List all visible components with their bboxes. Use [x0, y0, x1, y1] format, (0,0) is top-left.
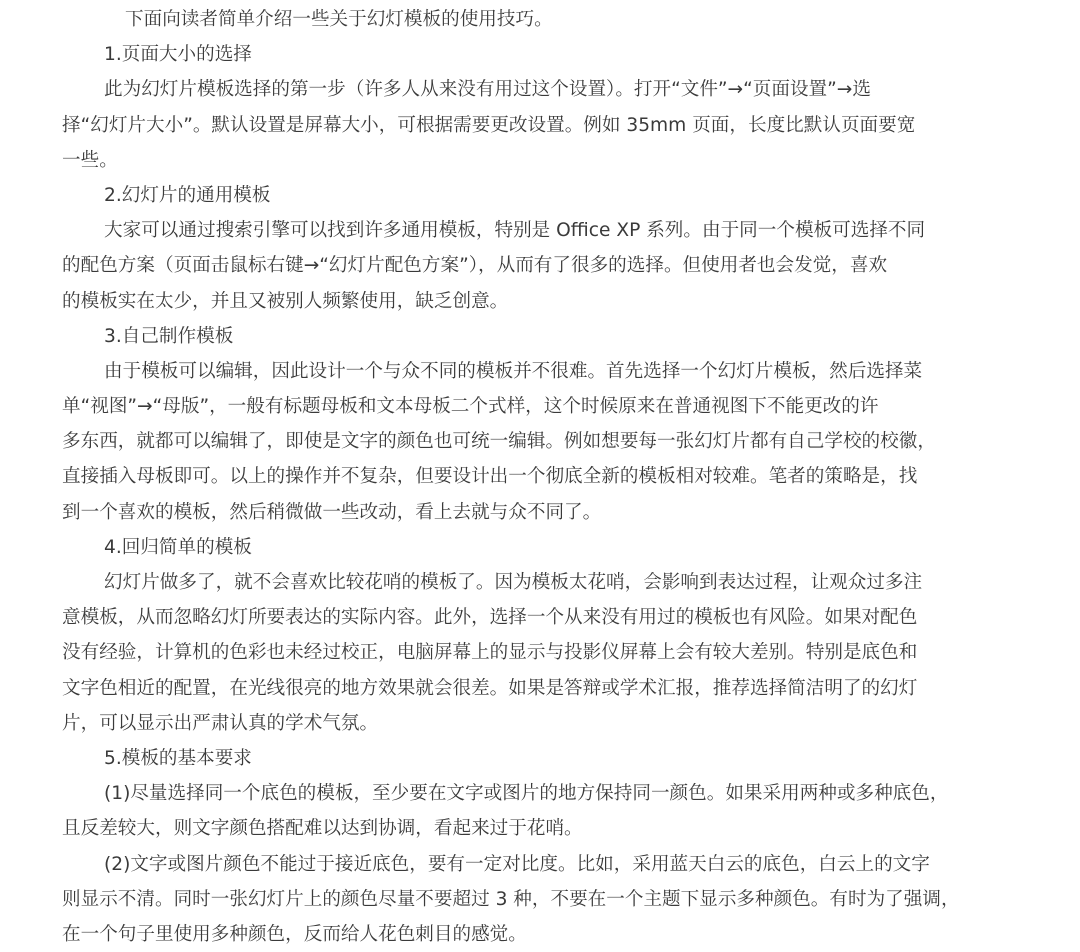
paragraph	[62, 72, 1012, 178]
paragraph-line: 意模板，从而忽略幻灯所要表达的实际内容。此外，选择一个从来没有用过的模板也有风险。如果对配色	[62, 600, 1012, 635]
paragraph-line: 直接插入母板即可。以上的操作并不复杂，但要设计出一个彻底全新的模板相对较难。笔者的策略是，找	[62, 459, 1012, 494]
paragraph	[62, 565, 1012, 741]
paragraph-line: 且反差较大，则文字颜色搭配难以达到协调，看起来过于花哨。	[62, 811, 1012, 846]
paragraph-line: 多东西，就都可以编辑了，即使是文字的颜色也可统一编辑。例如想要每一张幻灯片都有自己学校的校徽，	[62, 424, 1012, 459]
paragraph	[62, 354, 1012, 530]
paragraph-line: 的模板实在太少，并且又被别人频繁使用，缺乏创意。	[62, 284, 1012, 319]
document-body	[62, 0, 1012, 952]
section-heading: 2.幻灯片的通用模板	[62, 178, 1012, 213]
paragraph-line: 幻灯片做多了，就不会喜欢比较花哨的模板了。因为模板太花哨，会影响到表达过程，让观众过多注	[62, 565, 1012, 600]
paragraph	[62, 847, 1012, 952]
section-heading: 1.页面大小的选择	[62, 37, 1012, 72]
intro-text: 下面向读者简单介绍一些关于幻灯模板的使用技巧。	[62, 2, 1012, 37]
paragraph-line: 文字色相近的配置，在光线很亮的地方效果就会很差。如果是答辩或学术汇报，推荐选择简洁明了的幻灯	[62, 671, 1012, 706]
paragraph-line: 则显示不清。同时一张幻灯片上的颜色尽量不要超过 3 种，不要在一个主题下显示多种颜色。有时为了强调，	[62, 882, 1012, 917]
paragraph-line: (2)文字或图片颜色不能过于接近底色，要有一定对比度。比如，采用蓝天白云的底色，白云上的文字	[62, 847, 1012, 882]
paragraph-line: 没有经验，计算机的色彩也未经过校正，电脑屏幕上的显示与投影仪屏幕上会有较大差别。特别是底色和	[62, 635, 1012, 670]
paragraph-line: 择“幻灯片大小”。默认设置是屏幕大小，可根据需要更改设置。例如 35mm 页面，长度比默认页面要宽	[62, 108, 1012, 143]
paragraph-line: 在一个句子里使用多种颜色，反而给人花色刺目的感觉。	[62, 917, 1012, 952]
paragraph-line: 到一个喜欢的模板，然后稍微做一些改动，看上去就与众不同了。	[62, 495, 1012, 530]
section-heading: 5.模板的基本要求	[62, 741, 1012, 776]
paragraph	[62, 776, 1012, 846]
section-heading: 4.回归简单的模板	[62, 530, 1012, 565]
paragraph-line: 此为幻灯片模板选择的第一步（许多人从来没有用过这个设置）。打开“文件”→“页面设置”→选	[62, 72, 1012, 107]
paragraph-line: 单“视图”→“母版”，一般有标题母板和文本母板二个式样，这个时候原来在普通视图下不能更改的许	[62, 389, 1012, 424]
paragraph-line: 片，可以显示出严肃认真的学术气氛。	[62, 706, 1012, 741]
paragraph-line: 由于模板可以编辑，因此设计一个与众不同的模板并不很难。首先选择一个幻灯片模板，然后选择菜	[62, 354, 1012, 389]
paragraph-line: (1)尽量选择同一个底色的模板，至少要在文字或图片的地方保持同一颜色。如果采用两种或多种底色，	[62, 776, 1012, 811]
paragraph-line: 一些。	[62, 143, 1012, 178]
section-heading: 3.自己制作模板	[62, 319, 1012, 354]
paragraph-line: 大家可以通过搜索引擎可以找到许多通用模板，特别是 Office XP 系列。由于同一个模板可选择不同	[62, 213, 1012, 248]
paragraph-line: 的配色方案（页面击鼠标右键→“幻灯片配色方案”），从而有了很多的选择。但使用者也会发觉，喜欢	[62, 248, 1012, 283]
paragraph	[62, 213, 1012, 319]
